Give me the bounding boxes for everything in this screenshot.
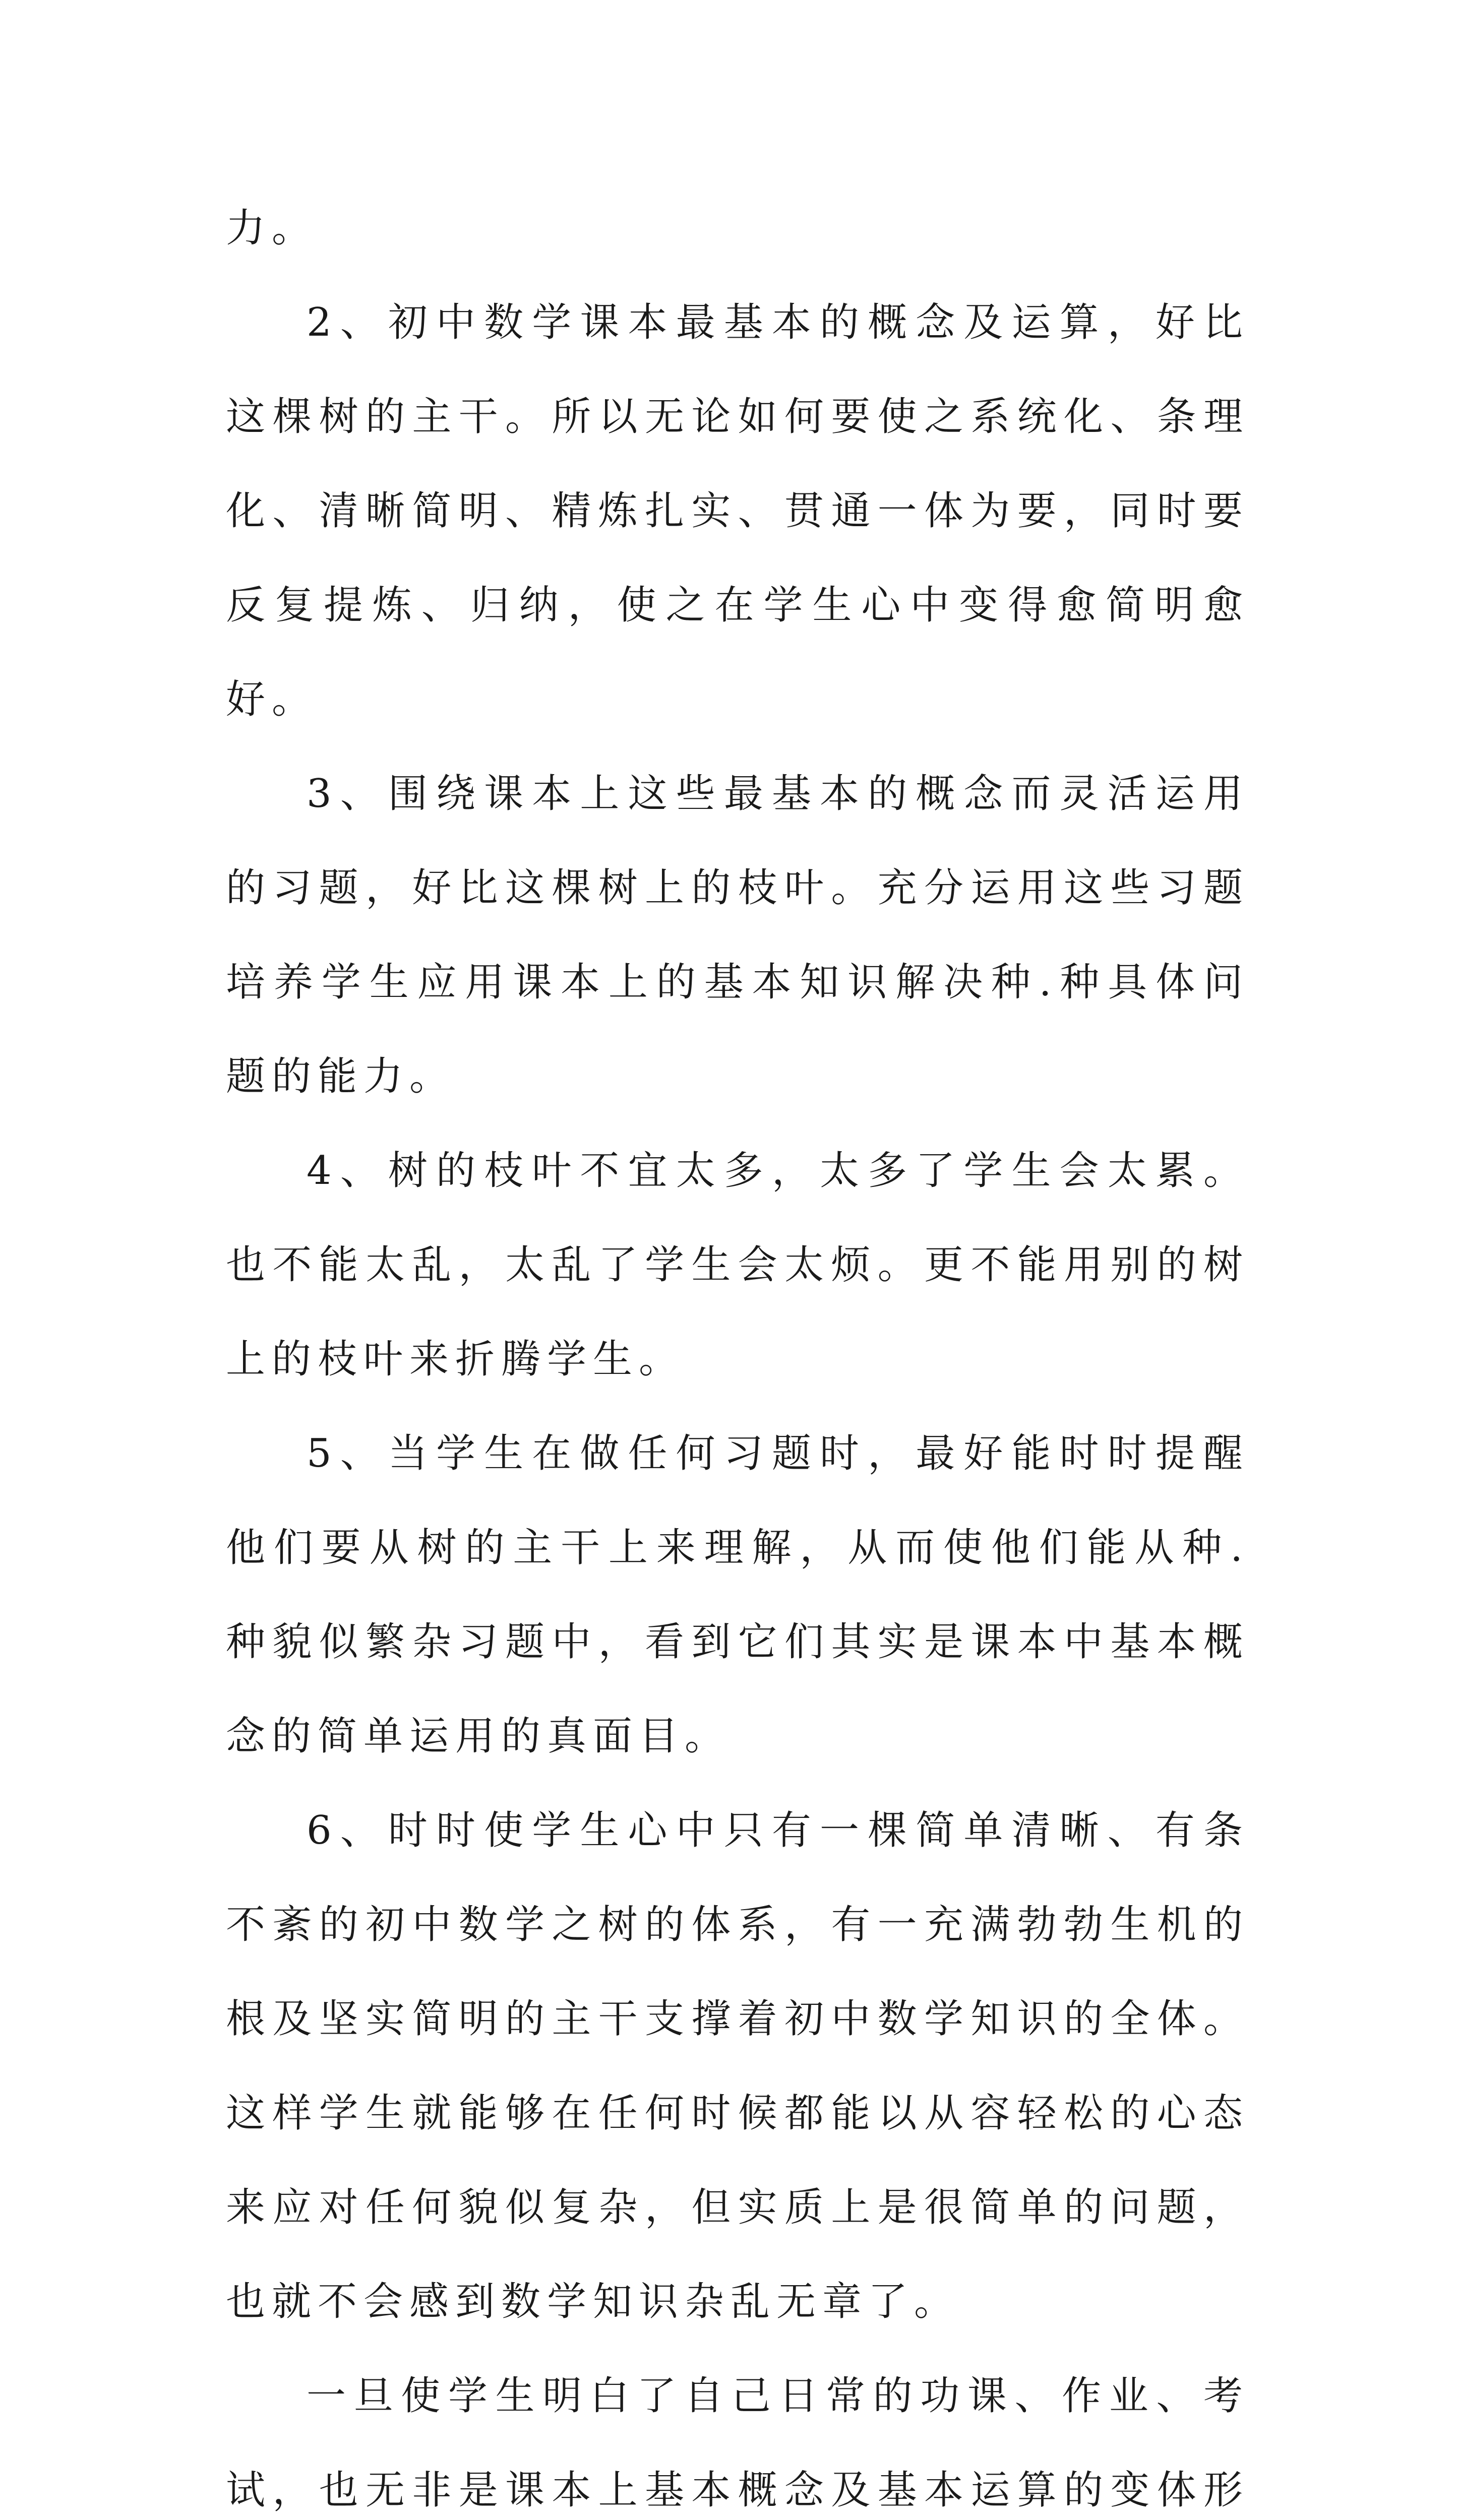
document-body bbox=[226, 181, 1249, 2520]
paragraph-conclusion: 一旦使学生明白了自己日常的功课、作业、考试，也无非是课本上基本概念及基本运算的变体形 bbox=[226, 2373, 1249, 2513]
paragraph-point-6: 6、时时使学生心中只有一棵简单清晰、有条不紊的初中数学之树的体系，有一充满勃勃生机的根及坚实简明的主干支撑着初中数学知识的全体。这样学生就能够在任何时候都能以从容轻松的心态来应对任何貌似复杂，但实质上是很简单的问题，也就不会感到数学知识杂乱无章了。 bbox=[226, 1808, 1249, 2324]
paragraph-point-2: 2、初中数学课本最基本的概念及运算，好比这棵树的主干。所以无论如何要使之系统化、条理化、清晰简明、精炼扎实、贯通一体为要，同时要反复提炼、归纳，使之在学生心中变得愈简明愈好。 bbox=[226, 300, 1249, 722]
paragraph-point-4: 4、树的枝叶不宜太多，太多了学生会太累。也不能太乱，太乱了学生会太烦。更不能用别的树上的枝叶来折腾学生。 bbox=[226, 1148, 1249, 1382]
paragraph-point-5: 5、当学生在做任何习题时，最好能时时提醒他们要从树的主干上来理解，从而使他们能从种.种貌似繁杂习题中，看到它们其实是课本中基本概念的简单运用的真面目。 bbox=[226, 1431, 1249, 1759]
paragraph-point-3: 3、围绕课本上这些最基本的概念而灵活运用的习题，好比这棵树上的枝叶。充分运用这些习题培养学生应用课本上的基本知识解决种.种具体问题的能力。 bbox=[226, 771, 1249, 1099]
paragraph-continuation: 力。 bbox=[226, 206, 318, 251]
